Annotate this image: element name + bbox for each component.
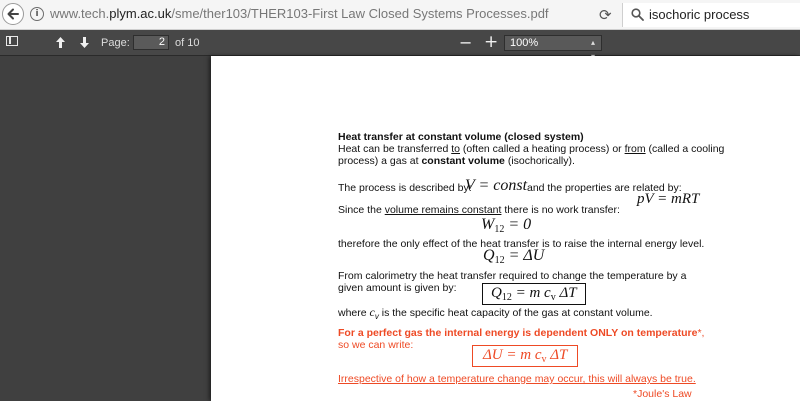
reload-icon[interactable]: ⟳ bbox=[599, 6, 612, 24]
section-heading: Heat transfer at constant volume (closed system) bbox=[338, 131, 584, 143]
page-label: Page: bbox=[101, 37, 130, 49]
related-text: and the properties are related by: bbox=[527, 182, 682, 194]
info-icon[interactable]: i bbox=[30, 7, 44, 21]
search-box[interactable] bbox=[622, 3, 800, 27]
search-input[interactable]: isochoric process bbox=[649, 7, 750, 22]
where-text: where $c_v$ is the specific heat capacity of the gas at constant volume. bbox=[338, 305, 653, 322]
url-prefix: www.tech. bbox=[50, 6, 110, 21]
perfect-gas-text: For a perfect gas the internal energy is dependent ONLY on temperature*, bbox=[338, 327, 705, 339]
zoom-select[interactable] bbox=[504, 35, 602, 51]
address-bar bbox=[0, 0, 800, 30]
next-page-icon[interactable] bbox=[79, 36, 90, 49]
updown-caret-icon: ▴ bbox=[590, 38, 595, 47]
pdf-page bbox=[211, 56, 800, 401]
since-text: Since the volume remains constant there is no work transfer: bbox=[338, 204, 620, 216]
page-total: of 10 bbox=[175, 37, 200, 49]
calorimetry-line-1: From calorimetry the heat transfer required to change the temperature by a bbox=[338, 270, 687, 282]
previous-page-icon[interactable] bbox=[55, 36, 66, 49]
back-button[interactable] bbox=[2, 3, 24, 25]
joules-law-footnote: *Joule's Law bbox=[633, 388, 692, 400]
zoom-value: 100% bbox=[510, 37, 539, 49]
paragraph-line-2: process) a gas at constant volume (isochorically). bbox=[338, 155, 575, 167]
equation-work: $W_{12} = 0$ bbox=[481, 216, 532, 235]
so-we-can-write-text: so we can write: bbox=[338, 339, 414, 351]
page-number-input[interactable]: 2 bbox=[133, 35, 169, 50]
therefore-text: therefore the only effect of the heat transfer is to raise the internal energy level. bbox=[338, 238, 705, 250]
zoom-in-button[interactable]: + bbox=[484, 32, 499, 52]
equation-const-volume: V = const bbox=[465, 177, 528, 194]
described-text: The process is described by: bbox=[338, 182, 472, 194]
zoom-out-button[interactable]: − bbox=[459, 33, 473, 52]
calorimetry-line-2: given amount is given by: bbox=[338, 282, 457, 294]
equation-ideal-gas: pV = mRT bbox=[637, 191, 700, 207]
url-domain: plym.ac.uk bbox=[109, 6, 172, 21]
back-arrow-icon bbox=[6, 7, 20, 21]
equation-heat-energy: $Q_{12} = \Delta U$ bbox=[483, 247, 545, 266]
sidebar-toggle-icon[interactable] bbox=[6, 36, 18, 46]
pdf-toolbar bbox=[0, 30, 800, 56]
pdf-viewer[interactable] bbox=[0, 56, 800, 401]
equation-internal-energy: ΔU = m $c_v$ ΔT bbox=[472, 345, 578, 367]
url-field[interactable] bbox=[50, 6, 549, 21]
search-icon bbox=[631, 8, 644, 21]
irrespective-text: Irrespective of how a temperature change may occur, this will always be true. bbox=[338, 373, 696, 385]
paragraph-line-1: Heat can be transferred to (often called a heating process) or from (called a cooling bbox=[338, 143, 725, 155]
url-path: /sme/ther103/THER103-First Law Closed Systems Processes.pdf bbox=[171, 6, 549, 21]
equation-calorimetry: $Q_{12} = m$ $c_v$ ΔT bbox=[482, 283, 586, 305]
